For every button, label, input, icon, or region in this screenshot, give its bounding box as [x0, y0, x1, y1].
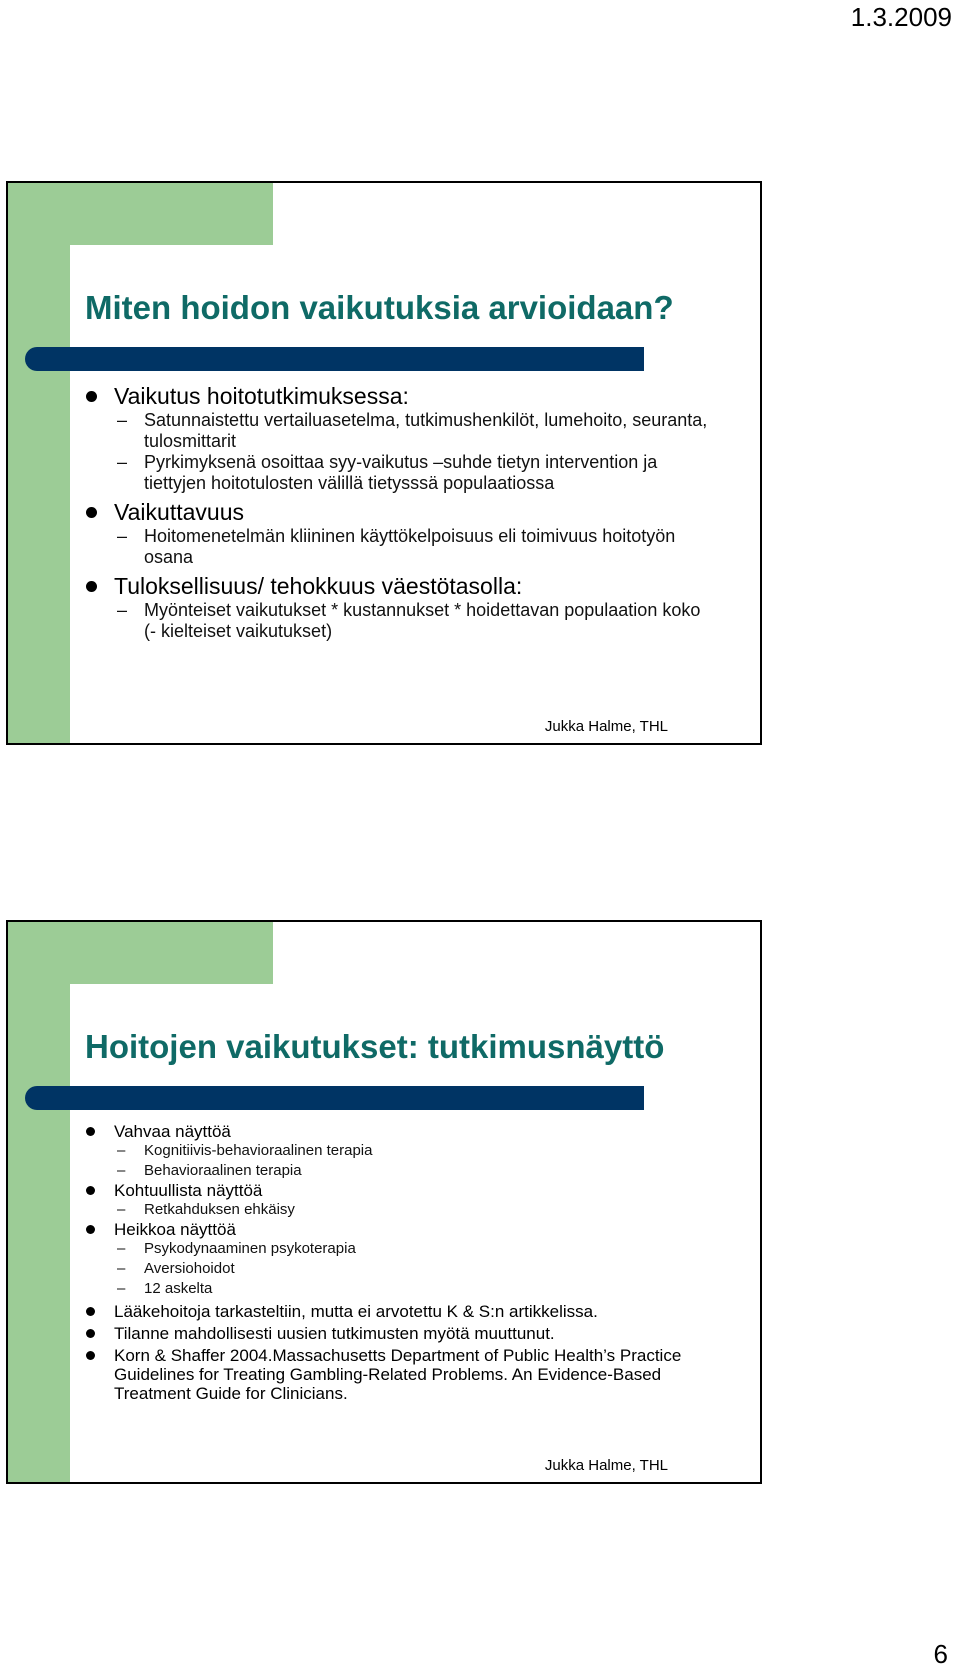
bullet-icon	[86, 507, 97, 518]
bullet-item: Vahvaa näyttöä	[84, 1122, 714, 1141]
dash-icon: –	[117, 1240, 126, 1257]
slide-decoration-left	[8, 922, 70, 1484]
sub-item: – Satunnaistettu vertailuasetelma, tutkimushenkilöt, lumehoito, seuranta, tulosmittarit	[117, 410, 708, 451]
bullet-item: Heikkoa näyttöä	[84, 1220, 714, 1239]
bullet-icon	[86, 1307, 95, 1316]
bullet-icon	[86, 1351, 95, 1360]
sub-item: – Aversiohoidot	[117, 1260, 235, 1277]
dash-icon: –	[117, 410, 128, 430]
dash-icon: –	[117, 1142, 126, 1159]
slide-decoration-left	[8, 183, 70, 745]
sub-item: – Pyrkimyksenä osoittaa syy-vaikutus –suhde tietyn intervention ja tiettyjen hoitotulosten välillä tietysssä populaatiossa	[117, 452, 658, 493]
bullet-icon	[86, 581, 97, 592]
slide-1	[6, 181, 762, 745]
dash-icon: –	[117, 1162, 126, 1179]
sub-item: – Kognitiivis-behavioraalinen terapia	[117, 1142, 373, 1159]
page-number: 6	[933, 1639, 948, 1669]
bullet-icon	[86, 391, 97, 402]
bullet-icon	[86, 1329, 95, 1338]
sub-item: – Behavioraalinen terapia	[117, 1162, 302, 1179]
title-underline-bar	[25, 1086, 644, 1110]
slide-content	[84, 1122, 714, 1403]
title-underline-bar	[25, 347, 644, 371]
dash-icon: –	[117, 526, 128, 546]
dash-icon: –	[117, 600, 128, 620]
slide-title: Miten hoidon vaikutuksia arvioidaan?	[85, 289, 674, 326]
slide-2	[6, 920, 762, 1484]
dash-icon: –	[117, 452, 128, 472]
sub-item: – 12 askelta	[117, 1280, 213, 1297]
dash-icon: –	[117, 1260, 126, 1277]
bullet-item: Vaikutus hoitotutkimuksessa:	[84, 383, 714, 410]
bullet-icon	[86, 1225, 95, 1234]
slide-footer: Jukka Halme, THL	[544, 718, 668, 735]
bullet-item: Tilanne mahdollisesti uusien tutkimusten myötä muuttunut.	[84, 1324, 714, 1343]
slide-title: Hoitojen vaikutukset: tutkimusnäyttö	[85, 1028, 665, 1065]
dash-icon: –	[117, 1201, 126, 1218]
sub-item: – Retkahduksen ehkäisy	[117, 1201, 295, 1218]
bullet-item: Vaikuttavuus	[84, 499, 714, 526]
sub-item: – Hoitomenetelmän kliininen käyttökelpoisuus eli toimivuus hoitotyön osana	[117, 526, 676, 567]
sub-item: – Psykodynaaminen psykoterapia	[117, 1240, 356, 1257]
bullet-item: Lääkehoitoja tarkasteltiin, mutta ei arvotettu K & S:n artikkelissa.	[84, 1302, 714, 1321]
sub-item: – Myönteiset vaikutukset * kustannukset * hoidettavan populaation koko (- kielteiset vaikutukset)	[117, 600, 701, 641]
dash-icon: –	[117, 1280, 126, 1297]
page-date: 1.3.2009	[850, 2, 952, 32]
bullet-item: Korn & Shaffer 2004.Massachusetts Department of Public Health’s Practice Guidelines for Treating Gambling-Related Problems. An Evidence-Based Treatment Guide for Clinicians.	[84, 1346, 714, 1403]
slide-content	[84, 383, 714, 642]
bullet-icon	[86, 1127, 95, 1136]
slide-footer: Jukka Halme, THL	[544, 1457, 668, 1474]
bullet-item: Tuloksellisuus/ tehokkuus väestötasolla:	[84, 573, 714, 600]
bullet-item: Kohtuullista näyttöä	[84, 1181, 714, 1200]
bullet-icon	[86, 1186, 95, 1195]
